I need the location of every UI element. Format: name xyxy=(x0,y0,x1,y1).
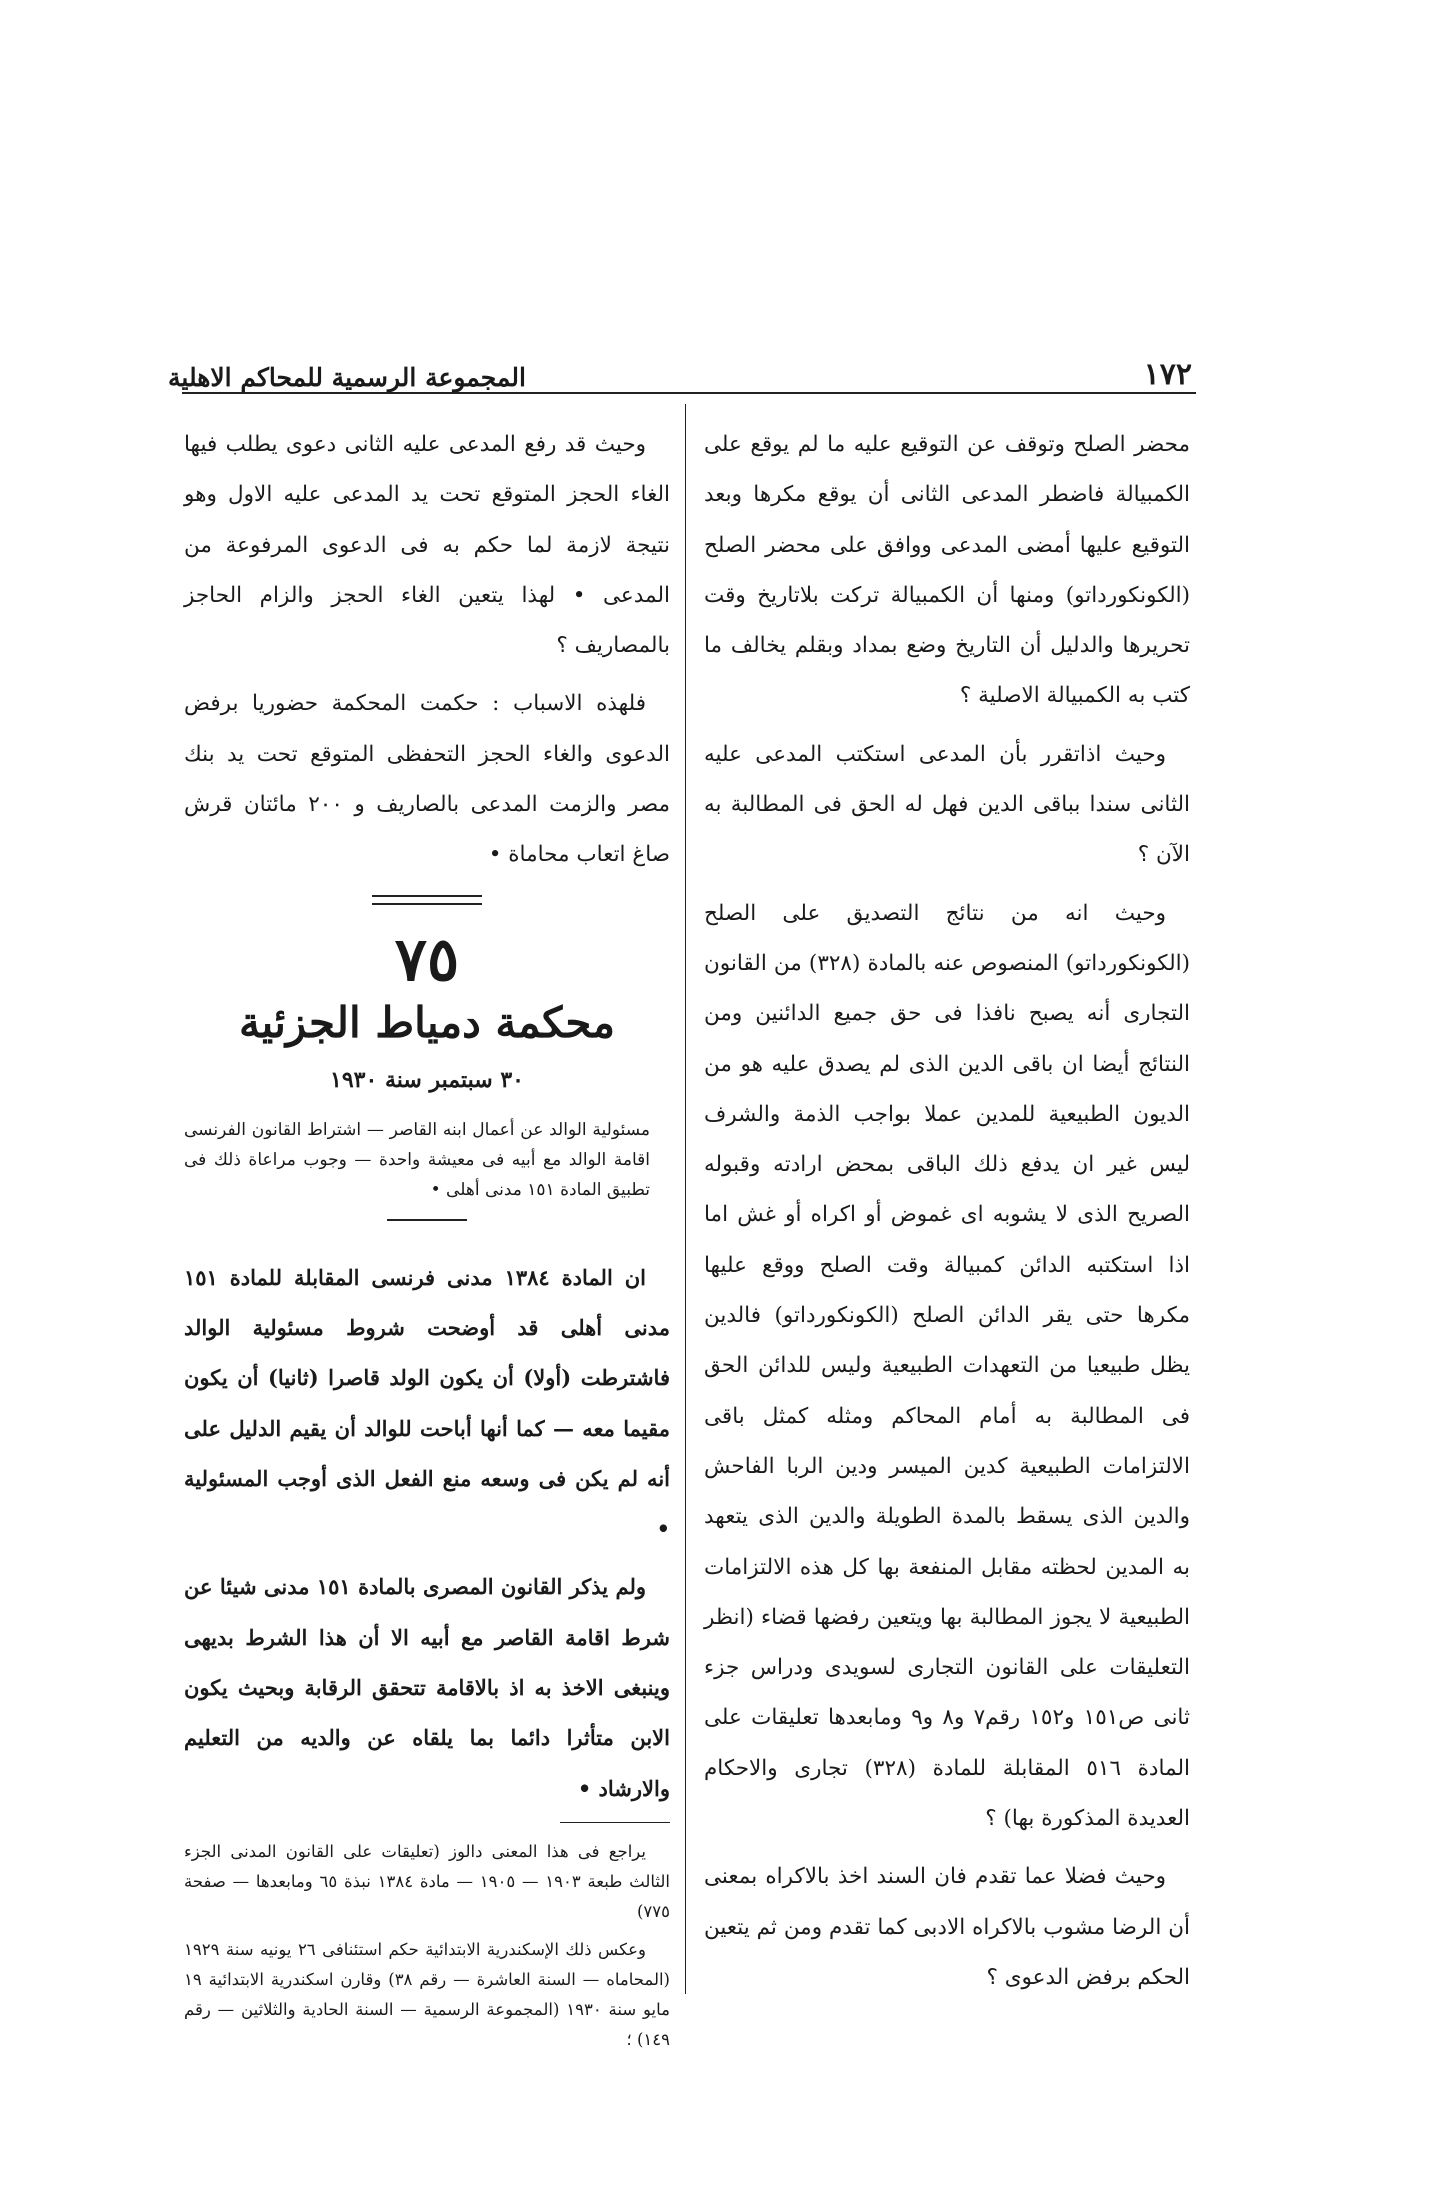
right-column xyxy=(704,420,1190,2011)
paragraph: فلهذه الاسباب : حكمت المحكمة حضوريا برفض الدعوى والغاء الحجز التحفظى المتوقع تحت يد بنك مصر والزمت المدعى بالصاريف و ٢٠٠ مائتان قرش صاغ اتعاب محاماة • xyxy=(184,691,670,868)
footnote: وعكس ذلك الإسكندرية الابتدائية حكم استئنافى ٢٦ يونيه سنة ١٩٢٩ (المحاماه — السنة العاشرة — رقم ٣٨) وقارن اسكندرية الابتدائية ١٩ مايو سنة ١٩٣٠ (المجموعة الرسمية — السنة الحادية والثلاثين — رقم ١٤٩) ؛ xyxy=(184,1939,670,2049)
headnote: مسئولية الوالد عن أعمال ابنه القاصر — اشتراط القانون الفرنسى اقامة الوالد مع أبيه فى معيشة واحدة — وجوب مراعاة ذلك فى تطبيق المادة ١٥١ مدنى أهلى • xyxy=(184,1119,650,1200)
footnote: يراجع فى هذا المعنى دالوز (تعليقات على القانون المدنى الجزء الثالث طبعة ١٩٠٣ — ١٩٠٥ — مادة ١٣٨٤ نبذة ٦٥ ومابعدها — صفحة ٧٧٥) xyxy=(184,1841,670,1921)
header-rule xyxy=(182,392,1196,394)
paragraph: وحيث قد رفع المدعى عليه الثانى دعوى يطلب فيها الغاء الحجز المتوقع تحت يد المدعى عليه الاول وهو نتيجة لازمة لما حكم به فى الدعوى المرفوعة من المدعى • لهذا يتعين الغاء الحجز والزام الحاجز بالمصاريف ؟ xyxy=(184,432,670,659)
footnote-rule xyxy=(560,1822,670,1823)
left-column xyxy=(184,420,670,2063)
running-title: المجموعة الرسمية للمحاكم الاهلية xyxy=(168,363,526,392)
column-divider xyxy=(685,404,686,1994)
section-separator xyxy=(372,895,482,905)
paragraph: محضر الصلح وتوقف عن التوقيع عليه ما لم يوقع على الكمبيالة فاضطر المدعى الثانى أن يوقع مكرها وبعد التوقيع عليها أمضى المدعى ووافق على محضر الصلح (الكونكورداتو) ومنها أن الكمبيالة تركت بلاتاريخ وقت تحريرها والدليل أن التاريخ وضع بمداد وبقلم يخالف ما كتب به الكمبيالة الاصلية ؟ xyxy=(704,432,1190,709)
paragraph: ان المادة ١٣٨٤ مدنى فرنسى المقابلة للمادة ١٥١ مدنى أهلى قد أوضحت شروط مسئولية الوالد فاشترطت (أولا) أن يكون الولد قاصرا (ثانيا) أن يكون مقيما معه — كما أنها أباحت للوالد أن يقيم الدليل على أنه لم يكن فى وسعه منع الفعل الذى أوجب المسئولية • xyxy=(184,1264,670,1542)
case-number: ٧٥ xyxy=(394,924,460,995)
page-number: ١٧٢ xyxy=(1143,357,1192,392)
paragraph: وحيث فضلا عما تقدم فان السند اخذ بالاكراه بمعنى أن الرضا مشوب بالاكراه الادبى كما تقدم ومن ثم يتعين الحكم برفض الدعوى ؟ xyxy=(704,1864,1190,1990)
paragraph: وحيث اذاتقرر بأن المدعى استكتب المدعى عليه الثانى سندا بباقى الدين فهل له الحق فى المطالبة به الآن ؟ xyxy=(704,741,1190,868)
case-date: ٣٠ سبتمبر سنة ١٩٣٠ xyxy=(330,1066,524,1093)
paragraph: وحيث انه من نتائج التصديق على الصلح (الكونكورداتو) المنصوص عنه بالمادة (٣٢٨) من القانون التجارى أنه يصبح نافذا فى حق جميع الدائنين ومن النتائج أيضا ان باقى الدين الذى لم يصدق عليه هو من الديون الطبيعية للمدين عملا بواجب الذمة والشرف ليس غير ان يدفع ذلك الباقى بمحض ارادته وقبوله الصريح الذى لا يشوبه اى غموض أو اكراه أو غش اما اذا استكتبه الدائن كمبيالة وقت الصلح ووقع عليها مكرها حتى يقر الدائن الصلح (الكونكورداتو) فالدين يظل طبيعيا من التعهدات الطبيعية وليس للدائن الحق فى المطالبة به أمام المحاكم ومثله كمثل باقى الالتزامات الطبيعية كدين الميسر ودين الربا الفاحش والدين الذى يسقط بالمدة الطويلة والدين الذى يتعهد به المدين لحظته مقابل المنفعة بها كل هذه الالتزامات الطبيعية لا يجوز المطالبة بها ويتعين رفضها قضاء (انظر التعليقات على القانون التجارى لسويدى ودراس جزء ثانى ص١٥١ و١٥٢ رقم٧ و٨ و٩ ومابعدها تعليقات على المادة ٥١٦ المقابلة للمادة (٣٢٨) تجارى والاحكام العديدة المذكورة بها) ؟ xyxy=(704,900,1190,1832)
headnote-rule xyxy=(387,1219,467,1221)
paragraph: ولم يذكر القانون المصرى بالمادة ١٥١ مدنى شيئا عن شرط اقامة القاصر مع أبيه الا أن هذا الشرط بديهى وينبغى الاخذ به اذ بالاقامة تتحقق الرقابة وبحيث يكون الابن متأثرا دائما بما يلقاه عن والديه من التعليم والارشاد • xyxy=(184,1574,670,1801)
court-name: محكمة دمياط الجزئية xyxy=(239,997,615,1047)
page-header xyxy=(168,340,1192,392)
